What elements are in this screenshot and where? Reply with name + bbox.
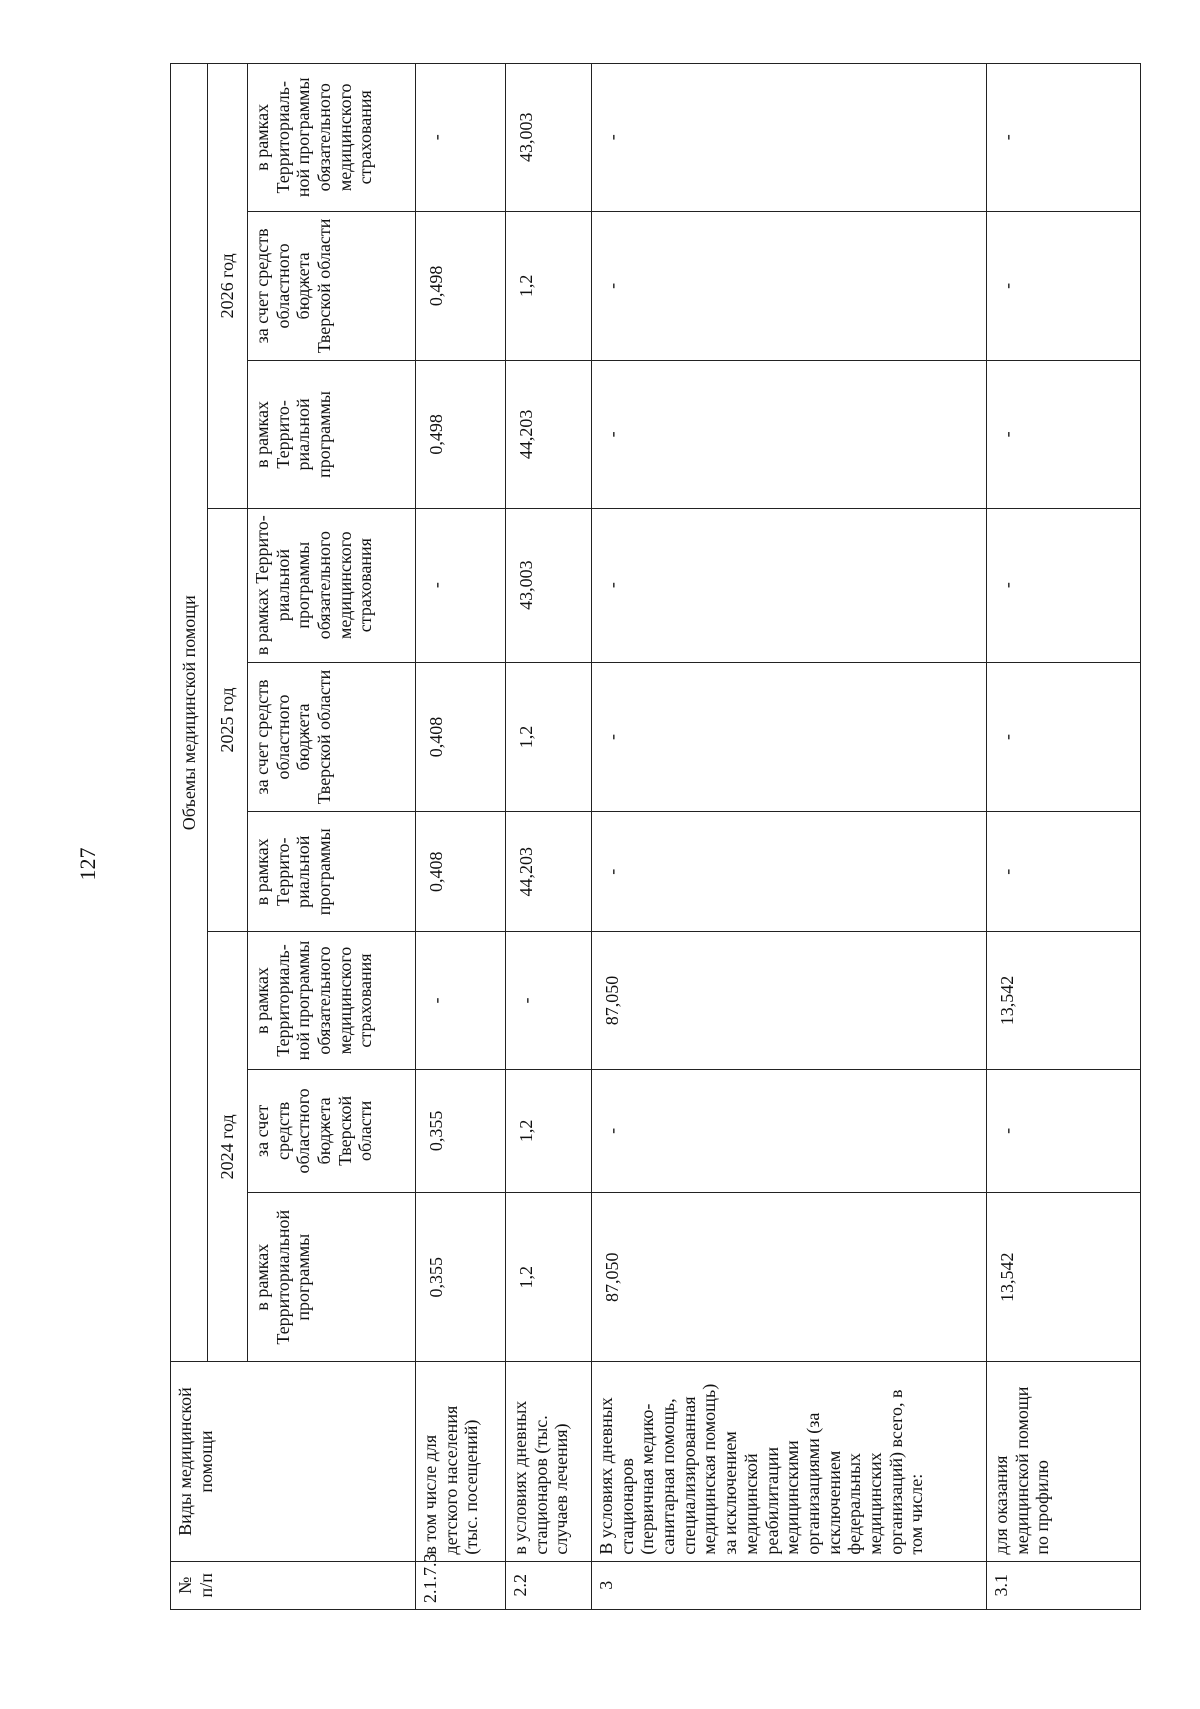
cell-value: -: [987, 64, 1141, 212]
cell-value: 13,542: [987, 1193, 1141, 1362]
cell-value: -: [592, 64, 987, 212]
cell-value: 0,355: [416, 1193, 506, 1362]
header-2024-terr: в рамках Территориальной программы: [248, 1193, 416, 1362]
cell-value: 0,498: [416, 211, 506, 361]
rotated-table-container: [170, 63, 1140, 1610]
row-num: 2.1.7.3: [416, 1561, 506, 1609]
table-row: [506, 64, 592, 1610]
header-group: Объемы медицинской помощи: [171, 64, 208, 1362]
cell-value: -: [506, 932, 592, 1070]
cell-value: -: [592, 662, 987, 812]
cell-value: -: [987, 1069, 1141, 1192]
row-type: для оказания медицинской помощи по профилю: [987, 1362, 1141, 1561]
header-2025-oms: в рамках Террито-риальной программы обязательного медицинского страхования: [248, 508, 416, 662]
cell-value: 87,050: [592, 932, 987, 1070]
row-type: в условиях дневных стационаров (тыс. случаев лечения): [506, 1362, 592, 1561]
page-number: 127: [75, 847, 100, 881]
cell-value: 43,003: [506, 508, 592, 662]
header-2025-budget: за счет средств областного бюджета Тверской области: [248, 662, 416, 812]
cell-value: 0,408: [416, 662, 506, 812]
cell-value: 0,408: [416, 812, 506, 932]
row-num: 2.2: [506, 1561, 592, 1609]
header-type: Виды медицинской помощи: [171, 1362, 416, 1561]
header-num: № п/п: [171, 1561, 416, 1609]
table-row: [987, 64, 1141, 1610]
cell-value: -: [592, 812, 987, 932]
cell-value: 43,003: [506, 64, 592, 212]
cell-value: 0,498: [416, 361, 506, 508]
cell-value: 1,2: [506, 1193, 592, 1362]
header-2026-oms: в рамках Территориаль-ной программы обязательного медицинского страхования: [248, 64, 416, 212]
cell-value: 1,2: [506, 662, 592, 812]
header-year-2026: 2026 год: [208, 64, 248, 509]
cell-value: 44,203: [506, 812, 592, 932]
header-2024-oms: в рамках Территориаль-ной программы обязательного медицинского страхования: [248, 932, 416, 1070]
row-type: в том числе для детского населения (тыс. посещений): [416, 1362, 506, 1561]
cell-value: -: [987, 211, 1141, 361]
header-2026-budget: за счет средств областного бюджета Тверской области: [248, 211, 416, 361]
cell-value: -: [987, 508, 1141, 662]
cell-value: 1,2: [506, 211, 592, 361]
header-2025-terr: в рамках Террито-риальной программы: [248, 812, 416, 932]
header-2024-budget: за счет средств областного бюджета Тверской области: [248, 1069, 416, 1192]
medical-volume-table: [170, 63, 1141, 1610]
row-num: 3.1: [987, 1561, 1141, 1609]
cell-value: -: [416, 64, 506, 212]
cell-value: -: [987, 361, 1141, 508]
cell-value: 0,355: [416, 1069, 506, 1192]
cell-value: -: [592, 361, 987, 508]
cell-value: 87,050: [592, 1193, 987, 1362]
row-type: В условиях дневных стационаров (первичная медико-санитарная помощь, специализированная медицинская помощь) за исключением медицинской реабилитации медицинскими организациями (за исключением федеральных медицинских организаций) всего, в том числе:: [592, 1362, 987, 1561]
cell-value: -: [592, 508, 987, 662]
row-num: 3: [592, 1561, 987, 1609]
cell-value: 1,2: [506, 1069, 592, 1192]
cell-value: -: [416, 932, 506, 1070]
table-row: [592, 64, 987, 1610]
table-row: [416, 64, 506, 1610]
cell-value: -: [987, 662, 1141, 812]
cell-value: -: [592, 211, 987, 361]
cell-value: -: [592, 1069, 987, 1192]
header-year-2025: 2025 год: [208, 508, 248, 932]
header-year-2024: 2024 год: [208, 932, 248, 1362]
cell-value: 13,542: [987, 932, 1141, 1070]
cell-value: -: [987, 812, 1141, 932]
cell-value: -: [416, 508, 506, 662]
header-2026-terr: в рамках Террито-риальной программы: [248, 361, 416, 508]
cell-value: 44,203: [506, 361, 592, 508]
